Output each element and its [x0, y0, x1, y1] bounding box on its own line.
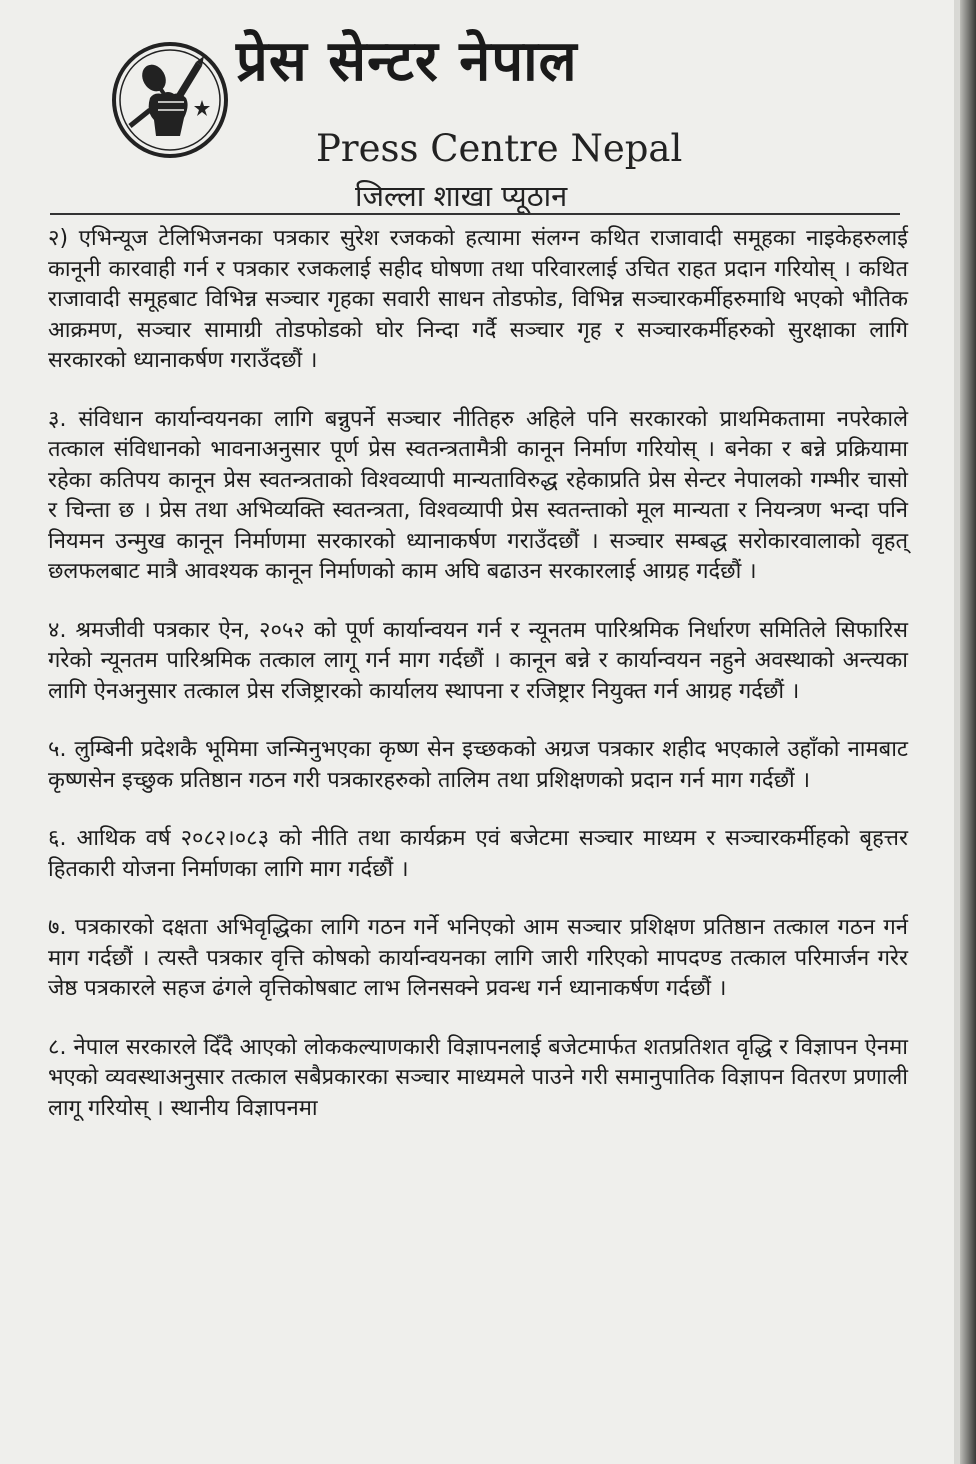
paragraph-2: २) एभिन्यूज टेलिभिजनका पत्रकार सुरेश रजकको हत्यामा संलग्न कथित राजावादी समूहका नाइकेहरुलाई कानूनी कारवाही गर्न र पत्रकार रजकलाई सहीद घोषणा तथा परिवारलाई उचित राहत प्रदान गरियोस् । कथित राजावादी समूहबाट विभिन्न सञ्चार गृहका सवारी साधन तोडफोड, विभिन्न सञ्चारकर्मीहरुमाथि भएको भौतिक आक्रमण, सञ्चार सामाग्री तोडफोडको घोर निन्दा गर्दै सञ्चार गृह र सञ्चारकर्मीहरुको सुरक्षाका लागि सरकारको ध्यानाकर्षण गराउँदछौं । [48, 226, 908, 373]
letterhead [0, 0, 960, 220]
page-edge-shadow [960, 0, 976, 1464]
fist-pen-microphone-logo-icon [110, 40, 230, 160]
paragraph-4: ४. श्रमजीवी पत्रकार ऐन, २०५२ को पूर्ण कार्यान्वयन गर्न र न्यूनतम पारिश्रमिक निर्धारण समितिले सिफारिस गरेको न्यूनतम पारिश्रमिक तत्काल लागू गर्न माग गर्दछौं । कानून बन्ने र कार्यान्वयन नहुने अवस्थाको अन्त्यका लागि ऐनअनुसार तत्काल प्रेस रजिष्ट्रारको कार्यालय स्थापना र रजिष्ट्रार नियुक्त गर्न आग्रह गर्दछौं । [48, 617, 908, 704]
organization-title-english: Press Centre Nepal [316, 127, 683, 170]
header-divider [50, 213, 900, 215]
paragraph-3: ३. संविधान कार्यान्वयनका लागि बन्नुपर्ने सञ्चार नीतिहरु अहिले पनि सरकारको प्राथमिकतामा नपरेकाले तत्काल संविधानको भावनाअनुसार पूर्ण प्रेस स्वतन्त्रतामैत्री कानून निर्माण गरियोस् । बनेका र बन्ने प्रक्रियामा रहेका कतिपय कानून प्रेस स्वतन्त्रताको विश्वव्यापी मान्यताविरुद्ध रहेकाप्रति प्रेस सेन्टर नेपालको गम्भीर चासो र चिन्ता छ । प्रेस तथा अभिव्यक्ति स्वतन्त्रता, विश्वव्यापी प्रेस स्वतन्ताको मूल मान्यता र नियन्त्रण भन्दा पनि नियमन उन्मुख कानून निर्माणमा सरकारको ध्यानाकर्षण गराउँदछौं । सञ्चार सम्बद्ध सरोकारवालाको वृहत् छलफलबाट मात्रै आवश्यक कानून निर्माणको काम अघि बढाउन सरकारलाई आग्रह गर्दछौं । [48, 406, 908, 584]
paragraph-8: ८. नेपाल सरकारले दिँदै आएको लोककल्याणकारी विज्ञापनलाई बजेटमार्फत शतप्रतिशत वृद्धि र विज्ञापन ऐनमा भएको व्यवस्थाअनुसार तत्काल सबैप्रकारका सञ्चार माध्यमले पाउने गरी समानुपातिक विज्ञापन वितरण प्रणाली लागू गरियोस् । स्थानीय विज्ञापनमा [48, 1034, 908, 1121]
document-body [48, 224, 908, 1152]
branch-subtitle: जिल्ला शाखा प्यूठान [355, 179, 568, 213]
paragraph-7: ७. पत्रकारको दक्षता अभिवृद्धिका लागि गठन गर्ने भनिएको आम सञ्चार प्रशिक्षण प्रतिष्ठान तत्काल गठन गर्न माग गर्दछौं । त्यस्तै पत्रकार वृत्ति कोषको कार्यान्वयनका लागि जारी गरिएको मापदण्ड तत्काल परिमार्जन गरेर जेष्ठ पत्रकारले सहज ढंगले वृत्तिकोषबाट लाभ लिनसक्ने प्रवन्ध गर्न ध्यानाकर्षण गर्दछौं । [48, 915, 908, 1001]
paragraph-5: ५. लुम्बिनी प्रदेशकै भूमिमा जन्मिनुभएका कृष्ण सेन इच्छकको अग्रज पत्रकार शहीद भएकाले उहाँको नामबाट कृष्णसेन इच्छुक प्रतिष्ठान गठन गरी पत्रकारहरुको तालिम तथा प्रशिक्षणको प्रदान गर्न माग गर्दछौं । [48, 737, 908, 793]
organization-title-nepali: प्रेस सेन्टर नेपाल [236, 29, 578, 94]
paragraph-6: ६. आथिक वर्ष २०८२।०८३ को नीति तथा कार्यक्रम एवं बजेटमा सञ्चार माध्यम र सञ्चारकर्मीहको बृहत्तर हितकारी योजना निर्माणका लागि माग गर्दछौं । [48, 826, 908, 882]
